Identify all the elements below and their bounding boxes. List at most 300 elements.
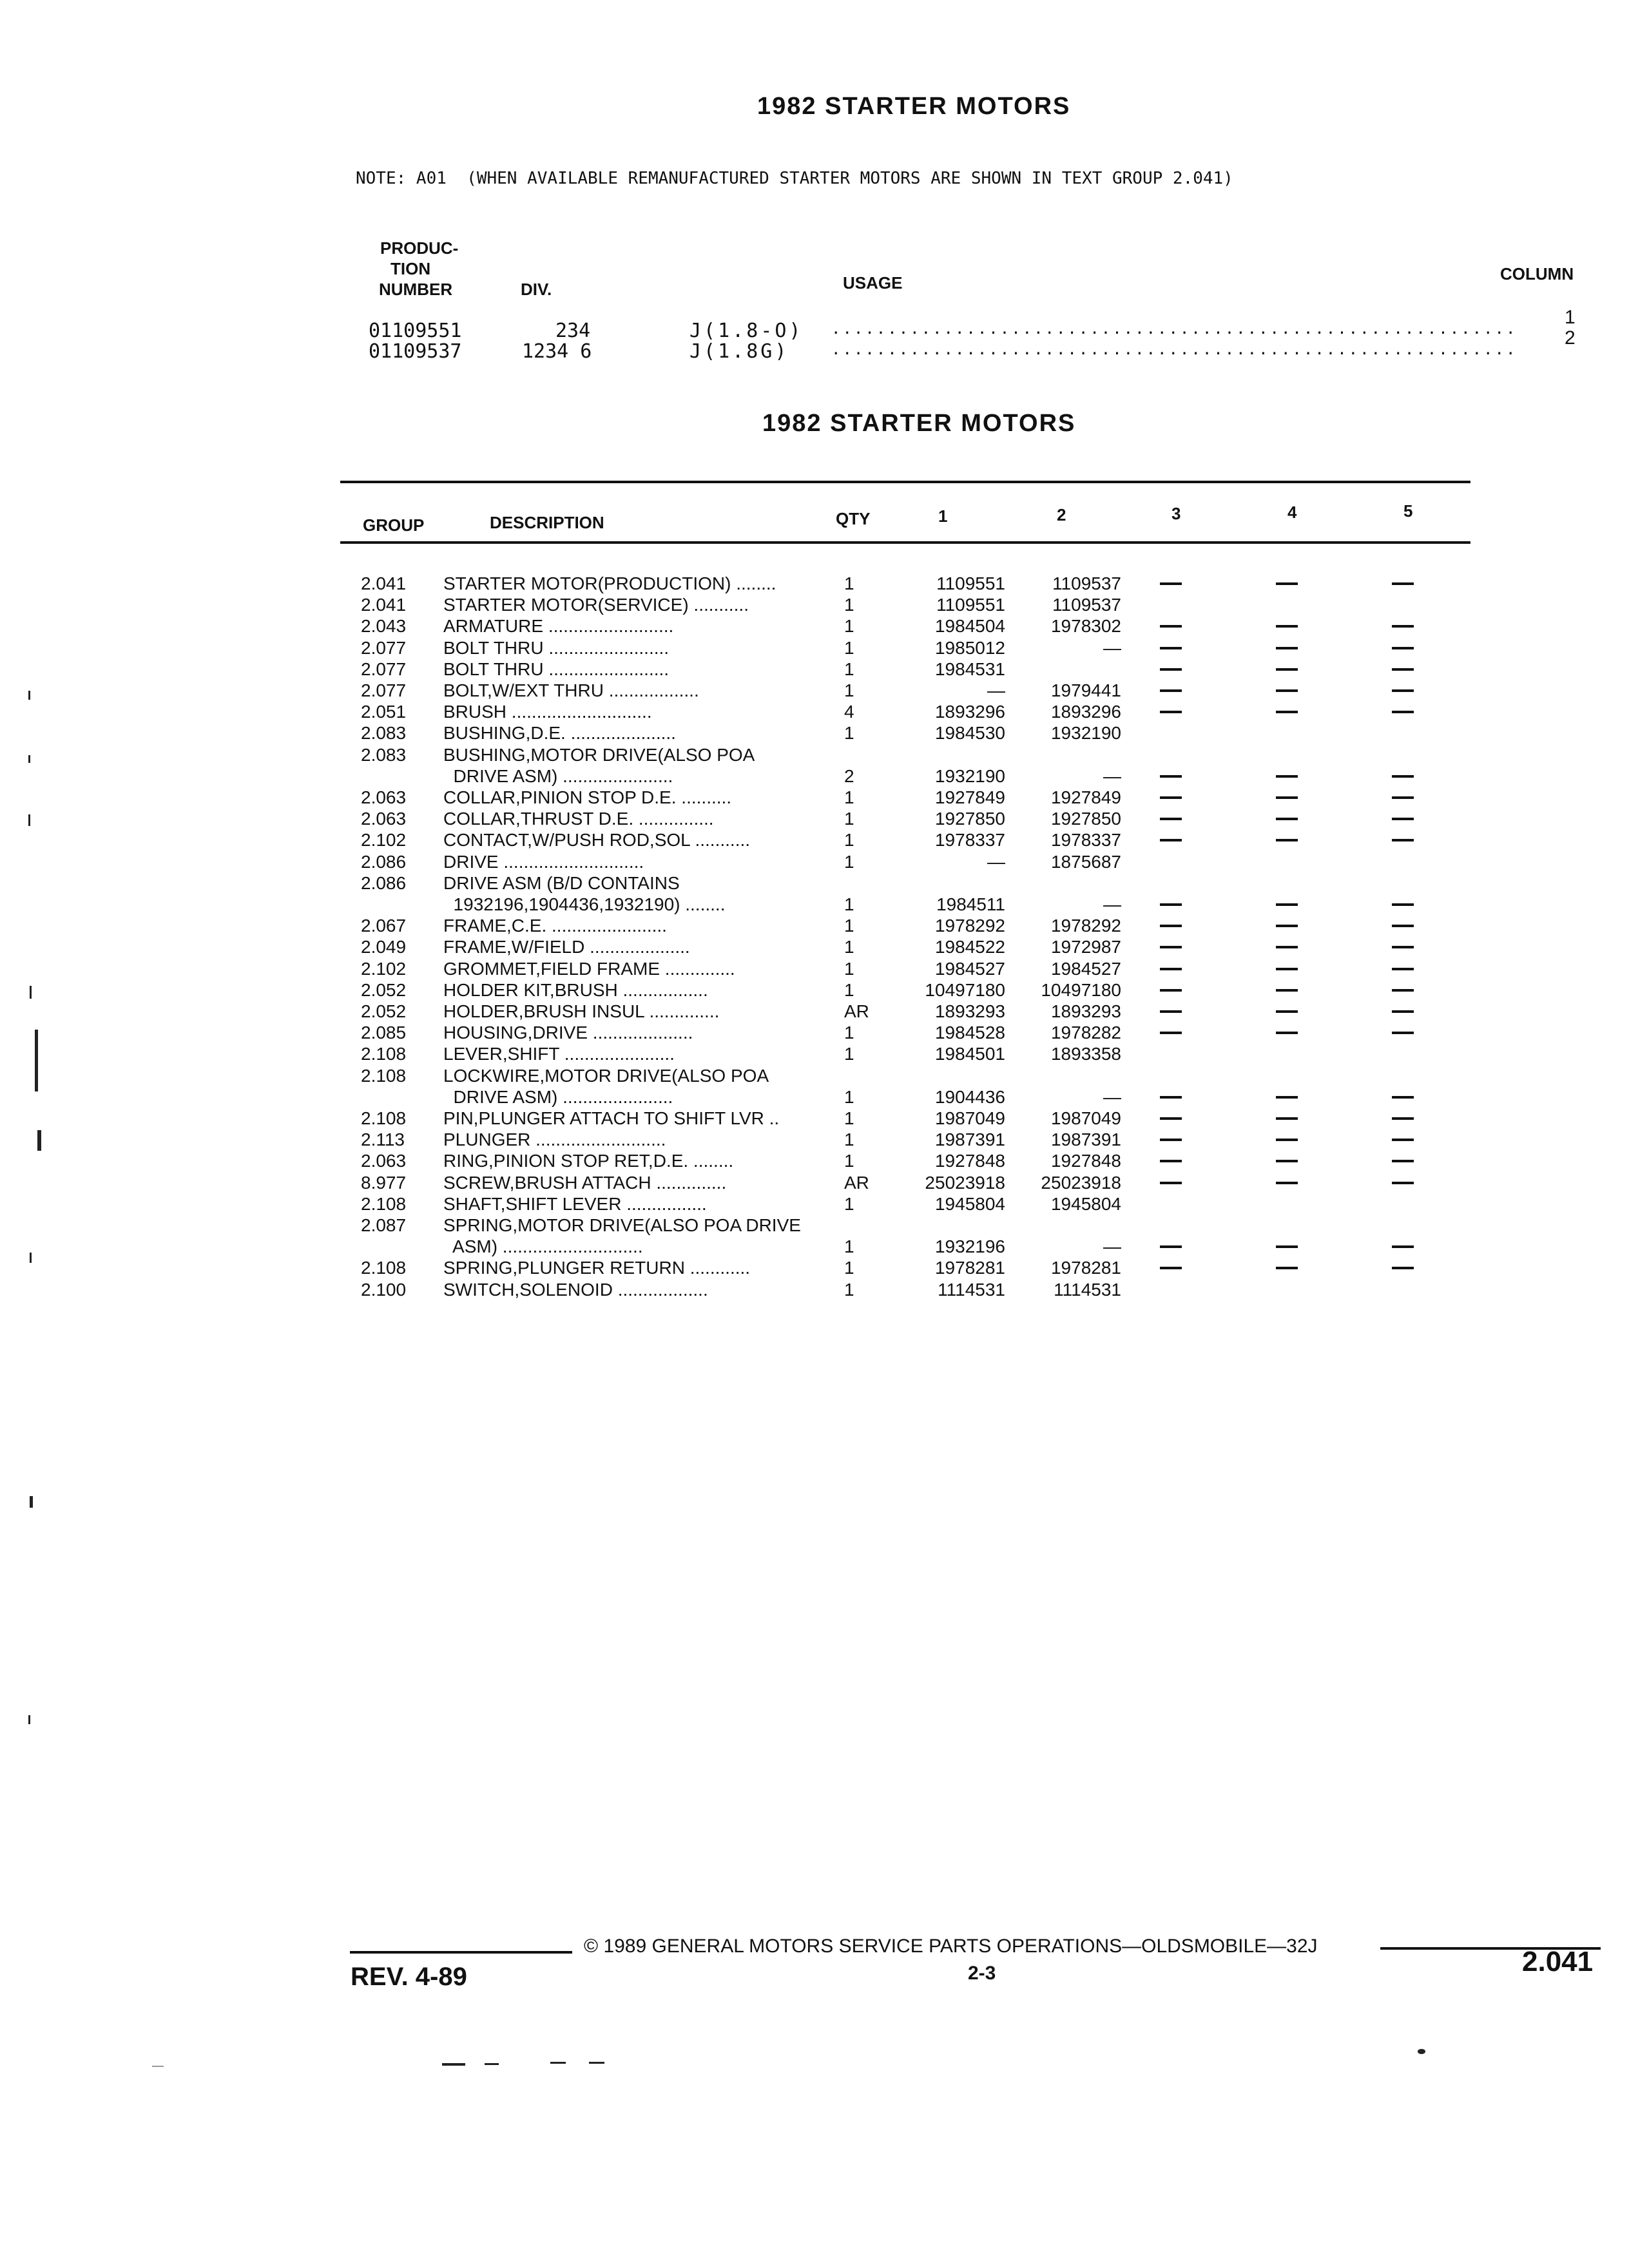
table-row: [0, 852, 1629, 874]
prod-div-2: 1234 6: [522, 340, 592, 363]
row-group: 2.041: [361, 573, 407, 593]
row-group: 2.051: [361, 702, 407, 722]
row-description: STARTER MOTOR(SERVICE) ...........: [443, 595, 749, 615]
row-qty: 2: [844, 766, 854, 786]
empty-column-dash: [1276, 1182, 1298, 1184]
table-row: [0, 1108, 1629, 1130]
row-group: 8.977: [361, 1173, 407, 1193]
row-col2: 1109537: [1052, 595, 1121, 615]
scan-mark: [442, 2063, 465, 2066]
row-description: DRIVE ASM) ......................: [443, 766, 673, 786]
empty-column-dash: [1160, 1117, 1182, 1120]
row-qty: 1: [844, 1194, 854, 1214]
scan-mark: [152, 2066, 164, 2067]
header-group: GROUP: [363, 515, 425, 535]
row-qty: 1: [844, 809, 854, 829]
row-group: 2.063: [361, 787, 407, 807]
row-description: DRIVE ASM (B/D CONTAINS: [443, 873, 680, 893]
scan-mark: [485, 2063, 499, 2065]
row-group: 2.077: [361, 680, 407, 700]
scan-mark: [28, 1715, 30, 1724]
row-col1: 1978337: [934, 830, 1005, 850]
empty-column-dash: [1160, 968, 1182, 970]
row-qty: 1: [844, 1023, 854, 1043]
row-group: 2.049: [361, 937, 407, 957]
empty-column-dash: [1392, 689, 1414, 692]
row-qty: 1: [844, 830, 854, 850]
row-group: 2.077: [361, 638, 407, 658]
row-col1: 1932190: [934, 766, 1005, 786]
table-row: [0, 873, 1629, 895]
row-qty: 1: [844, 1087, 854, 1107]
row-col2: 10497180: [1041, 980, 1121, 1000]
table-row: [0, 723, 1629, 745]
row-col1: 1893293: [934, 1001, 1005, 1021]
scan-mark: [28, 814, 30, 826]
row-description: ASM) ............................: [443, 1236, 643, 1256]
row-qty: AR: [844, 1001, 869, 1021]
prod-column-1: 1: [1565, 307, 1576, 328]
empty-column-dash: [1392, 1096, 1414, 1099]
row-group: 2.083: [361, 745, 407, 765]
prod-number-2: 01109537: [369, 340, 462, 363]
prod-dots-1: .............................................................: [831, 320, 1518, 338]
empty-column-dash: [1392, 989, 1414, 992]
row-col2: 1927848: [1050, 1151, 1121, 1171]
table-row: [0, 1280, 1629, 1302]
row-group: 2.086: [361, 852, 407, 872]
row-col1: 1984528: [934, 1023, 1005, 1043]
prod-usage-1: J(1.8-O): [689, 320, 804, 342]
row-description: SPRING,PLUNGER RETURN ............: [443, 1258, 751, 1278]
empty-column-dash: [1160, 625, 1182, 628]
empty-column-dash: [1276, 925, 1298, 927]
table-row: [0, 1044, 1629, 1066]
row-group: 2.063: [361, 1151, 407, 1171]
scan-mark: [550, 2062, 566, 2064]
row-group: 2.108: [361, 1066, 407, 1086]
empty-column-dash: [1276, 818, 1298, 820]
row-col2: —: [1103, 1236, 1121, 1256]
row-group: 2.083: [361, 723, 407, 743]
row-description: COLLAR,PINION STOP D.E. ..........: [443, 787, 732, 807]
row-qty: 1: [844, 1108, 854, 1128]
section-title: 1982 STARTER MOTORS: [762, 410, 1076, 437]
row-description: PLUNGER ..........................: [443, 1129, 666, 1149]
row-qty: 1: [844, 980, 854, 1000]
header-description: DESCRIPTION: [490, 513, 604, 532]
empty-column-dash: [1392, 1139, 1414, 1141]
header-col3: 3: [1171, 504, 1181, 523]
table-row: [0, 916, 1629, 937]
empty-column-dash: [1392, 1117, 1414, 1120]
row-description: DRIVE ASM) ......................: [443, 1087, 673, 1107]
row-col1: 1893296: [934, 702, 1005, 722]
row-qty: 1: [844, 959, 854, 979]
empty-column-dash: [1160, 711, 1182, 713]
row-col1: 1932196: [934, 1236, 1005, 1256]
row-group: 2.052: [361, 980, 407, 1000]
table-row: [0, 1236, 1629, 1258]
row-qty: 1: [844, 787, 854, 807]
row-col1: 1987049: [934, 1108, 1005, 1128]
row-col1: 1984511: [936, 894, 1005, 914]
empty-column-dash: [1392, 668, 1414, 671]
scan-mark: [30, 986, 32, 999]
row-group: 2.108: [361, 1194, 407, 1214]
row-qty: 1: [844, 1236, 854, 1256]
table-row: [0, 937, 1629, 959]
row-col1: 1927849: [934, 787, 1005, 807]
row-group: 2.087: [361, 1215, 407, 1235]
footer-rev: REV. 4-89: [351, 1963, 467, 1991]
row-group: 2.043: [361, 616, 407, 636]
empty-column-dash: [1392, 625, 1414, 628]
row-col1: 1984527: [934, 959, 1005, 979]
row-description: GROMMET,FIELD FRAME ..............: [443, 959, 735, 979]
table-row: [0, 830, 1629, 852]
row-col1: 1984531: [934, 659, 1005, 679]
row-group: 2.100: [361, 1280, 407, 1300]
row-col2: 1893293: [1050, 1001, 1121, 1021]
empty-column-dash: [1160, 796, 1182, 799]
empty-column-dash: [1160, 1096, 1182, 1099]
empty-column-dash: [1160, 1010, 1182, 1013]
empty-column-dash: [1160, 689, 1182, 692]
empty-column-dash: [1392, 647, 1414, 649]
header-column: COLUMN: [1500, 264, 1574, 284]
row-col1: 1978281: [934, 1258, 1005, 1278]
row-description: SPRING,MOTOR DRIVE(ALSO POA DRIVE: [443, 1215, 801, 1235]
empty-column-dash: [1392, 903, 1414, 906]
header-div: DIV.: [521, 280, 552, 299]
row-col1: 25023918: [925, 1173, 1005, 1193]
empty-column-dash: [1160, 668, 1182, 671]
row-description: HOLDER KIT,BRUSH .................: [443, 980, 708, 1000]
row-col1: —: [987, 680, 1005, 700]
row-col2: 25023918: [1041, 1173, 1121, 1193]
row-qty: 1: [844, 894, 854, 914]
row-description: FRAME,W/FIELD ....................: [443, 937, 690, 957]
prod-usage-2: J(1.8G): [689, 340, 789, 363]
header-production-number-l1: PRODUC-: [380, 238, 459, 258]
row-description: FRAME,C.E. .......................: [443, 916, 667, 936]
empty-column-dash: [1392, 946, 1414, 948]
row-description: PIN,PLUNGER ATTACH TO SHIFT LVR ..: [443, 1108, 780, 1128]
row-qty: 1: [844, 616, 854, 636]
row-group: 2.086: [361, 873, 407, 893]
empty-column-dash: [1392, 818, 1414, 820]
row-group: 2.077: [361, 659, 407, 679]
row-qty: 1: [844, 638, 854, 658]
row-group: 2.041: [361, 595, 407, 615]
note-text: NOTE: A01 (WHEN AVAILABLE REMANUFACTURED STARTER MOTORS ARE SHOWN IN TEXT GROUP 2.041): [356, 169, 1233, 188]
table-row: [0, 787, 1629, 809]
empty-column-dash: [1276, 903, 1298, 906]
row-qty: 1: [844, 1280, 854, 1300]
row-col1: 1904436: [934, 1087, 1005, 1107]
row-description: SCREW,BRUSH ATTACH ..............: [443, 1173, 727, 1193]
scan-mark: [589, 2062, 604, 2064]
row-group: 2.067: [361, 916, 407, 936]
empty-column-dash: [1276, 1010, 1298, 1013]
scan-mark: [37, 1130, 41, 1151]
empty-column-dash: [1276, 1117, 1298, 1120]
table-row: [0, 1023, 1629, 1044]
row-qty: AR: [844, 1173, 869, 1193]
row-description: LEVER,SHIFT ......................: [443, 1044, 675, 1064]
row-group: 2.052: [361, 1001, 407, 1021]
empty-column-dash: [1276, 689, 1298, 692]
empty-column-dash: [1276, 946, 1298, 948]
row-col2: —: [1103, 894, 1121, 914]
scan-mark: [28, 755, 30, 763]
empty-column-dash: [1160, 1267, 1182, 1269]
table-row: [0, 1087, 1629, 1109]
row-col2: 1979441: [1050, 680, 1121, 700]
empty-column-dash: [1392, 1267, 1414, 1269]
table-row: [0, 702, 1629, 724]
row-col1: 1985012: [934, 638, 1005, 658]
header-col1: 1: [938, 506, 948, 526]
table-row: [0, 1258, 1629, 1280]
table-row: [0, 638, 1629, 660]
empty-column-dash: [1392, 796, 1414, 799]
empty-column-dash: [1160, 1139, 1182, 1141]
header-qty: QTY: [836, 509, 871, 528]
row-description: RING,PINION STOP RET,D.E. ........: [443, 1151, 734, 1171]
empty-column-dash: [1392, 711, 1414, 713]
row-qty: 1: [844, 916, 854, 936]
header-production-number-l2: TION: [390, 259, 431, 278]
empty-column-dash: [1276, 1032, 1298, 1034]
empty-column-dash: [1276, 796, 1298, 799]
row-description: BOLT THRU ........................: [443, 659, 670, 679]
row-group: 2.113: [361, 1129, 405, 1149]
empty-column-dash: [1160, 1032, 1182, 1034]
row-qty: 1: [844, 1044, 854, 1064]
empty-column-dash: [1160, 925, 1182, 927]
row-qty: 4: [844, 702, 854, 722]
table-row: [0, 616, 1629, 638]
empty-column-dash: [1392, 1010, 1414, 1013]
header-col4: 4: [1287, 503, 1297, 522]
empty-column-dash: [1160, 775, 1182, 778]
empty-column-dash: [1160, 582, 1182, 585]
row-col2: 1927850: [1050, 809, 1121, 829]
empty-column-dash: [1160, 1182, 1182, 1184]
row-description: LOCKWIRE,MOTOR DRIVE(ALSO POA: [443, 1066, 769, 1086]
prod-div-1: 234: [555, 320, 591, 342]
row-col2: 1893358: [1050, 1044, 1121, 1064]
empty-column-dash: [1160, 839, 1182, 841]
row-col2: 1978292: [1050, 916, 1121, 936]
row-col1: 1109551: [936, 595, 1005, 615]
table-row: [0, 959, 1629, 981]
row-group: 2.102: [361, 830, 407, 850]
empty-column-dash: [1276, 989, 1298, 992]
table-row: [0, 1066, 1629, 1088]
prod-dots-2: .............................................................: [831, 340, 1518, 358]
empty-column-dash: [1392, 1245, 1414, 1248]
footer-rule-left: [350, 1951, 572, 1954]
row-qty: 1: [844, 573, 854, 593]
scan-mark: [35, 1030, 38, 1091]
empty-column-dash: [1276, 1160, 1298, 1162]
empty-column-dash: [1392, 968, 1414, 970]
page-title: 1982 STARTER MOTORS: [757, 93, 1071, 120]
row-group: 2.085: [361, 1023, 407, 1043]
table-row: [0, 745, 1629, 767]
row-col1: 1978292: [934, 916, 1005, 936]
header-col5: 5: [1403, 501, 1413, 521]
scan-mark: [1418, 2049, 1425, 2054]
row-col2: 1978302: [1050, 616, 1121, 636]
row-description: COLLAR,THRUST D.E. ...............: [443, 809, 714, 829]
empty-column-dash: [1392, 582, 1414, 585]
row-description: SWITCH,SOLENOID ..................: [443, 1280, 708, 1300]
row-col1: 1109551: [936, 573, 1005, 593]
row-description: SHAFT,SHIFT LEVER ................: [443, 1194, 707, 1214]
row-col1: —: [987, 852, 1005, 872]
empty-column-dash: [1160, 989, 1182, 992]
prod-column-2: 2: [1565, 327, 1576, 349]
row-col2: 1927849: [1050, 787, 1121, 807]
row-col1: 10497180: [925, 980, 1005, 1000]
row-qty: 1: [844, 680, 854, 700]
row-col1: 1984504: [934, 616, 1005, 636]
header-col2: 2: [1057, 505, 1066, 524]
empty-column-dash: [1276, 1096, 1298, 1099]
row-qty: 1: [844, 723, 854, 743]
row-col2: 1875687: [1050, 852, 1121, 872]
footer-section-number: 2.041: [1522, 1946, 1594, 1977]
row-description: BRUSH ............................: [443, 702, 652, 722]
footer-page-number: 2-3: [968, 1963, 996, 1984]
scan-mark: [30, 1496, 33, 1508]
row-description: BUSHING,D.E. .....................: [443, 723, 676, 743]
row-col2: 1932190: [1050, 723, 1121, 743]
row-description: ARMATURE .........................: [443, 616, 674, 636]
row-description: STARTER MOTOR(PRODUCTION) ........: [443, 573, 776, 593]
row-col2: 1978282: [1050, 1023, 1121, 1043]
prod-number-1: 01109551: [369, 320, 462, 342]
scan-mark: [28, 691, 30, 700]
row-col1: 1945804: [934, 1194, 1005, 1214]
empty-column-dash: [1276, 647, 1298, 649]
row-description: DRIVE ............................: [443, 852, 644, 872]
table-row: [0, 1173, 1629, 1195]
row-description: 1932196,1904436,1932190) ........: [443, 894, 726, 914]
scan-mark: [30, 1253, 32, 1263]
row-col1: 1927848: [934, 1151, 1005, 1171]
row-col2: 1972987: [1050, 937, 1121, 957]
empty-column-dash: [1276, 1267, 1298, 1269]
row-description: CONTACT,W/PUSH ROD,SOL ...........: [443, 830, 751, 850]
row-description: BOLT THRU ........................: [443, 638, 670, 658]
empty-column-dash: [1160, 903, 1182, 906]
row-col2: 1987391: [1050, 1129, 1121, 1149]
table-top-rule: [340, 481, 1470, 483]
row-col1: 1984501: [934, 1044, 1005, 1064]
table-row: [0, 894, 1629, 916]
empty-column-dash: [1392, 1032, 1414, 1034]
header-production-number-l3: NUMBER: [379, 280, 453, 299]
table-row: [0, 659, 1629, 681]
row-col2: —: [1103, 638, 1121, 658]
empty-column-dash: [1160, 1245, 1182, 1248]
empty-column-dash: [1392, 1160, 1414, 1162]
row-qty: 1: [844, 1151, 854, 1171]
row-col1: 1987391: [934, 1129, 1005, 1149]
empty-column-dash: [1160, 946, 1182, 948]
table-row: [0, 809, 1629, 831]
row-col1: 1114531: [938, 1280, 1005, 1300]
row-col2: 1109537: [1052, 573, 1121, 593]
row-group: 2.102: [361, 959, 407, 979]
empty-column-dash: [1276, 1139, 1298, 1141]
empty-column-dash: [1276, 1245, 1298, 1248]
row-group: 2.108: [361, 1044, 407, 1064]
table-row: [0, 595, 1629, 617]
table-row: [0, 1001, 1629, 1023]
empty-column-dash: [1392, 1182, 1414, 1184]
footer-copyright: © 1989 GENERAL MOTORS SERVICE PARTS OPERATIONS—OLDSMOBILE—32J: [584, 1936, 1318, 1957]
row-col1: 1984530: [934, 723, 1005, 743]
empty-column-dash: [1276, 839, 1298, 841]
table-row: [0, 1151, 1629, 1173]
row-group: 2.063: [361, 809, 407, 829]
empty-column-dash: [1392, 839, 1414, 841]
row-description: HOUSING,DRIVE ....................: [443, 1023, 693, 1043]
row-col1: 1927850: [934, 809, 1005, 829]
empty-column-dash: [1276, 711, 1298, 713]
table-header-rule: [340, 541, 1470, 544]
row-col2: 1978337: [1050, 830, 1121, 850]
empty-column-dash: [1160, 818, 1182, 820]
table-row: [0, 1129, 1629, 1151]
empty-column-dash: [1160, 647, 1182, 649]
row-description: BOLT,W/EXT THRU ..................: [443, 680, 699, 700]
header-usage: USAGE: [843, 273, 903, 293]
empty-column-dash: [1276, 775, 1298, 778]
table-row: [0, 1194, 1629, 1216]
row-col2: 1984527: [1050, 959, 1121, 979]
empty-column-dash: [1160, 1160, 1182, 1162]
empty-column-dash: [1392, 925, 1414, 927]
empty-column-dash: [1276, 625, 1298, 628]
row-qty: 1: [844, 1129, 854, 1149]
row-qty: 1: [844, 1258, 854, 1278]
row-col2: 1114531: [1054, 1280, 1121, 1300]
row-col2: 1893296: [1050, 702, 1121, 722]
row-col2: —: [1103, 1087, 1121, 1107]
row-col2: 1945804: [1050, 1194, 1121, 1214]
empty-column-dash: [1276, 968, 1298, 970]
table-row: [0, 980, 1629, 1002]
row-col2: 1978281: [1050, 1258, 1121, 1278]
row-description: HOLDER,BRUSH INSUL ..............: [443, 1001, 720, 1021]
table-row: [0, 766, 1629, 788]
row-qty: 1: [844, 852, 854, 872]
table-row: [0, 573, 1629, 595]
row-qty: 1: [844, 595, 854, 615]
row-col1: 1984522: [934, 937, 1005, 957]
empty-column-dash: [1392, 775, 1414, 778]
empty-column-dash: [1276, 582, 1298, 585]
row-group: 2.108: [361, 1258, 407, 1278]
empty-column-dash: [1276, 668, 1298, 671]
